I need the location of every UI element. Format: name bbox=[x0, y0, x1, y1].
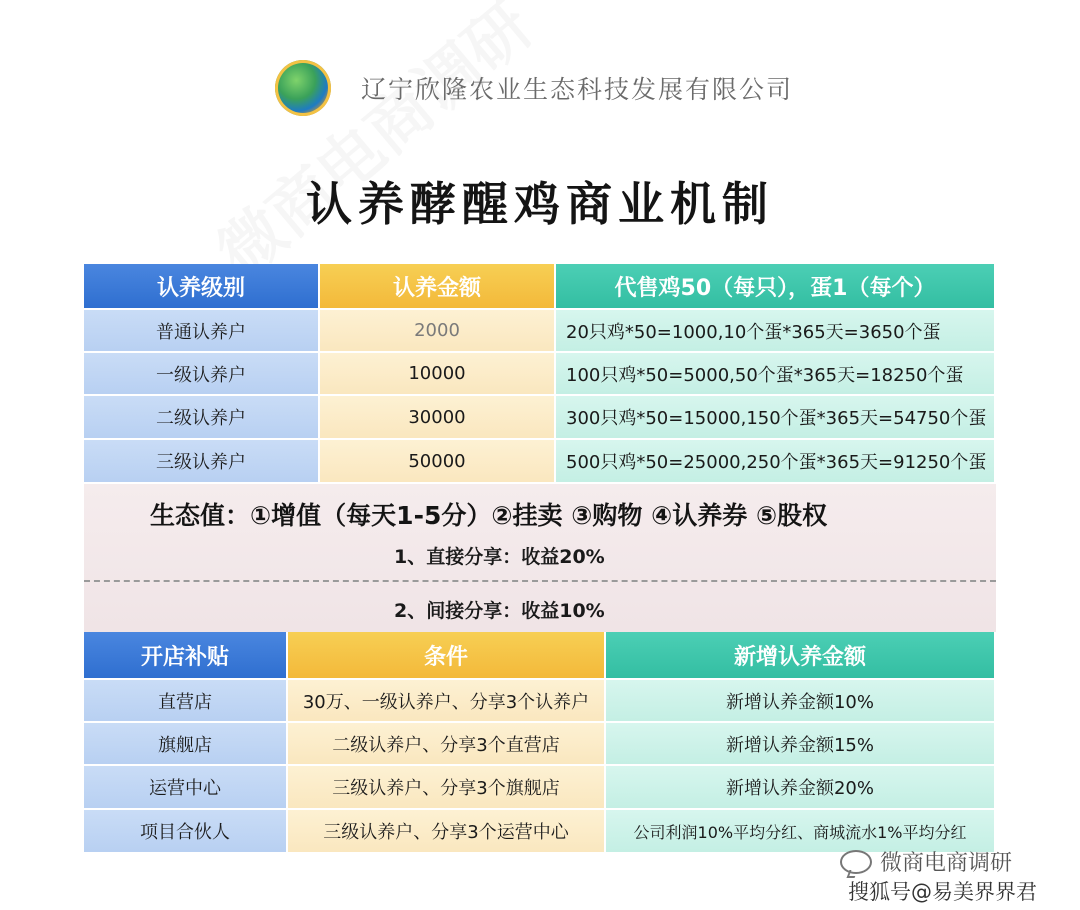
table-header-cell: 认养级别 bbox=[84, 264, 320, 310]
table-cell: 300只鸡*50=15000,150个蛋*365天=54750个蛋 bbox=[556, 396, 996, 440]
table-cell: 新增认养金额10% bbox=[606, 680, 996, 723]
table-cell: 50000 bbox=[320, 440, 556, 484]
table-cell: 20只鸡*50=1000,10个蛋*365天=3650个蛋 bbox=[556, 310, 996, 353]
table-cell: 新增认养金额20% bbox=[606, 766, 996, 810]
ecology-section bbox=[84, 484, 996, 632]
company-name: 辽宁欣隆农业生态科技发展有限公司 bbox=[361, 75, 794, 104]
table-cell: 二级认养户、分享3个直营店 bbox=[288, 723, 606, 766]
table-cell: 30万、一级认养户、分享3个认养户 bbox=[288, 680, 606, 723]
company-header bbox=[275, 58, 793, 118]
store-subsidy-table bbox=[84, 632, 996, 854]
dashed-divider bbox=[84, 580, 996, 582]
share-indirect: 2、间接分享：收益10% bbox=[394, 600, 605, 622]
sohu-watermark: 搜狐号@易美界界君 bbox=[848, 880, 1037, 904]
wechat-watermark bbox=[840, 846, 1012, 877]
wechat-icon bbox=[840, 850, 872, 874]
table-cell: 二级认养户 bbox=[84, 396, 320, 440]
table-cell: 100只鸡*50=5000,50个蛋*365天=18250个蛋 bbox=[556, 353, 996, 396]
table-cell: 2000 bbox=[320, 310, 556, 353]
table-cell: 直营店 bbox=[84, 680, 288, 723]
share-direct: 1、直接分享：收益20% bbox=[394, 546, 605, 568]
table-cell: 新增认养金额15% bbox=[606, 723, 996, 766]
table-cell: 10000 bbox=[320, 353, 556, 396]
table-cell: 普通认养户 bbox=[84, 310, 320, 353]
ecology-title: 生态值：①增值（每天1-5分）②挂卖 ③购物 ④认养券 ⑤股权 bbox=[150, 501, 828, 530]
wechat-account: 微商电商调研 bbox=[880, 851, 1013, 876]
table-cell: 三级认养户 bbox=[84, 440, 320, 484]
diagonal-watermark bbox=[195, 0, 548, 295]
table-header-cell: 开店补贴 bbox=[84, 632, 288, 680]
company-logo bbox=[275, 60, 331, 116]
table-header-cell: 代售鸡50（每只），蛋1（每个） bbox=[556, 264, 996, 310]
page-title: 认养酵醒鸡商业机制 bbox=[306, 177, 774, 231]
table-header-cell: 条件 bbox=[288, 632, 606, 680]
table-header-cell: 认养金额 bbox=[320, 264, 556, 310]
table-cell: 项目合伙人 bbox=[84, 810, 288, 854]
table-cell: 500只鸡*50=25000,250个蛋*365天=91250个蛋 bbox=[556, 440, 996, 484]
table-cell: 一级认养户 bbox=[84, 353, 320, 396]
table-cell: 30000 bbox=[320, 396, 556, 440]
table-cell: 三级认养户、分享3个运营中心 bbox=[288, 810, 606, 854]
adoption-table bbox=[84, 264, 996, 484]
table-cell: 运营中心 bbox=[84, 766, 288, 810]
table-cell: 公司利润10%平均分红、商城流水1%平均分红 bbox=[606, 810, 996, 854]
table-header-cell: 新增认养金额 bbox=[606, 632, 996, 680]
table-cell: 旗舰店 bbox=[84, 723, 288, 766]
table-cell: 三级认养户、分享3个旗舰店 bbox=[288, 766, 606, 810]
